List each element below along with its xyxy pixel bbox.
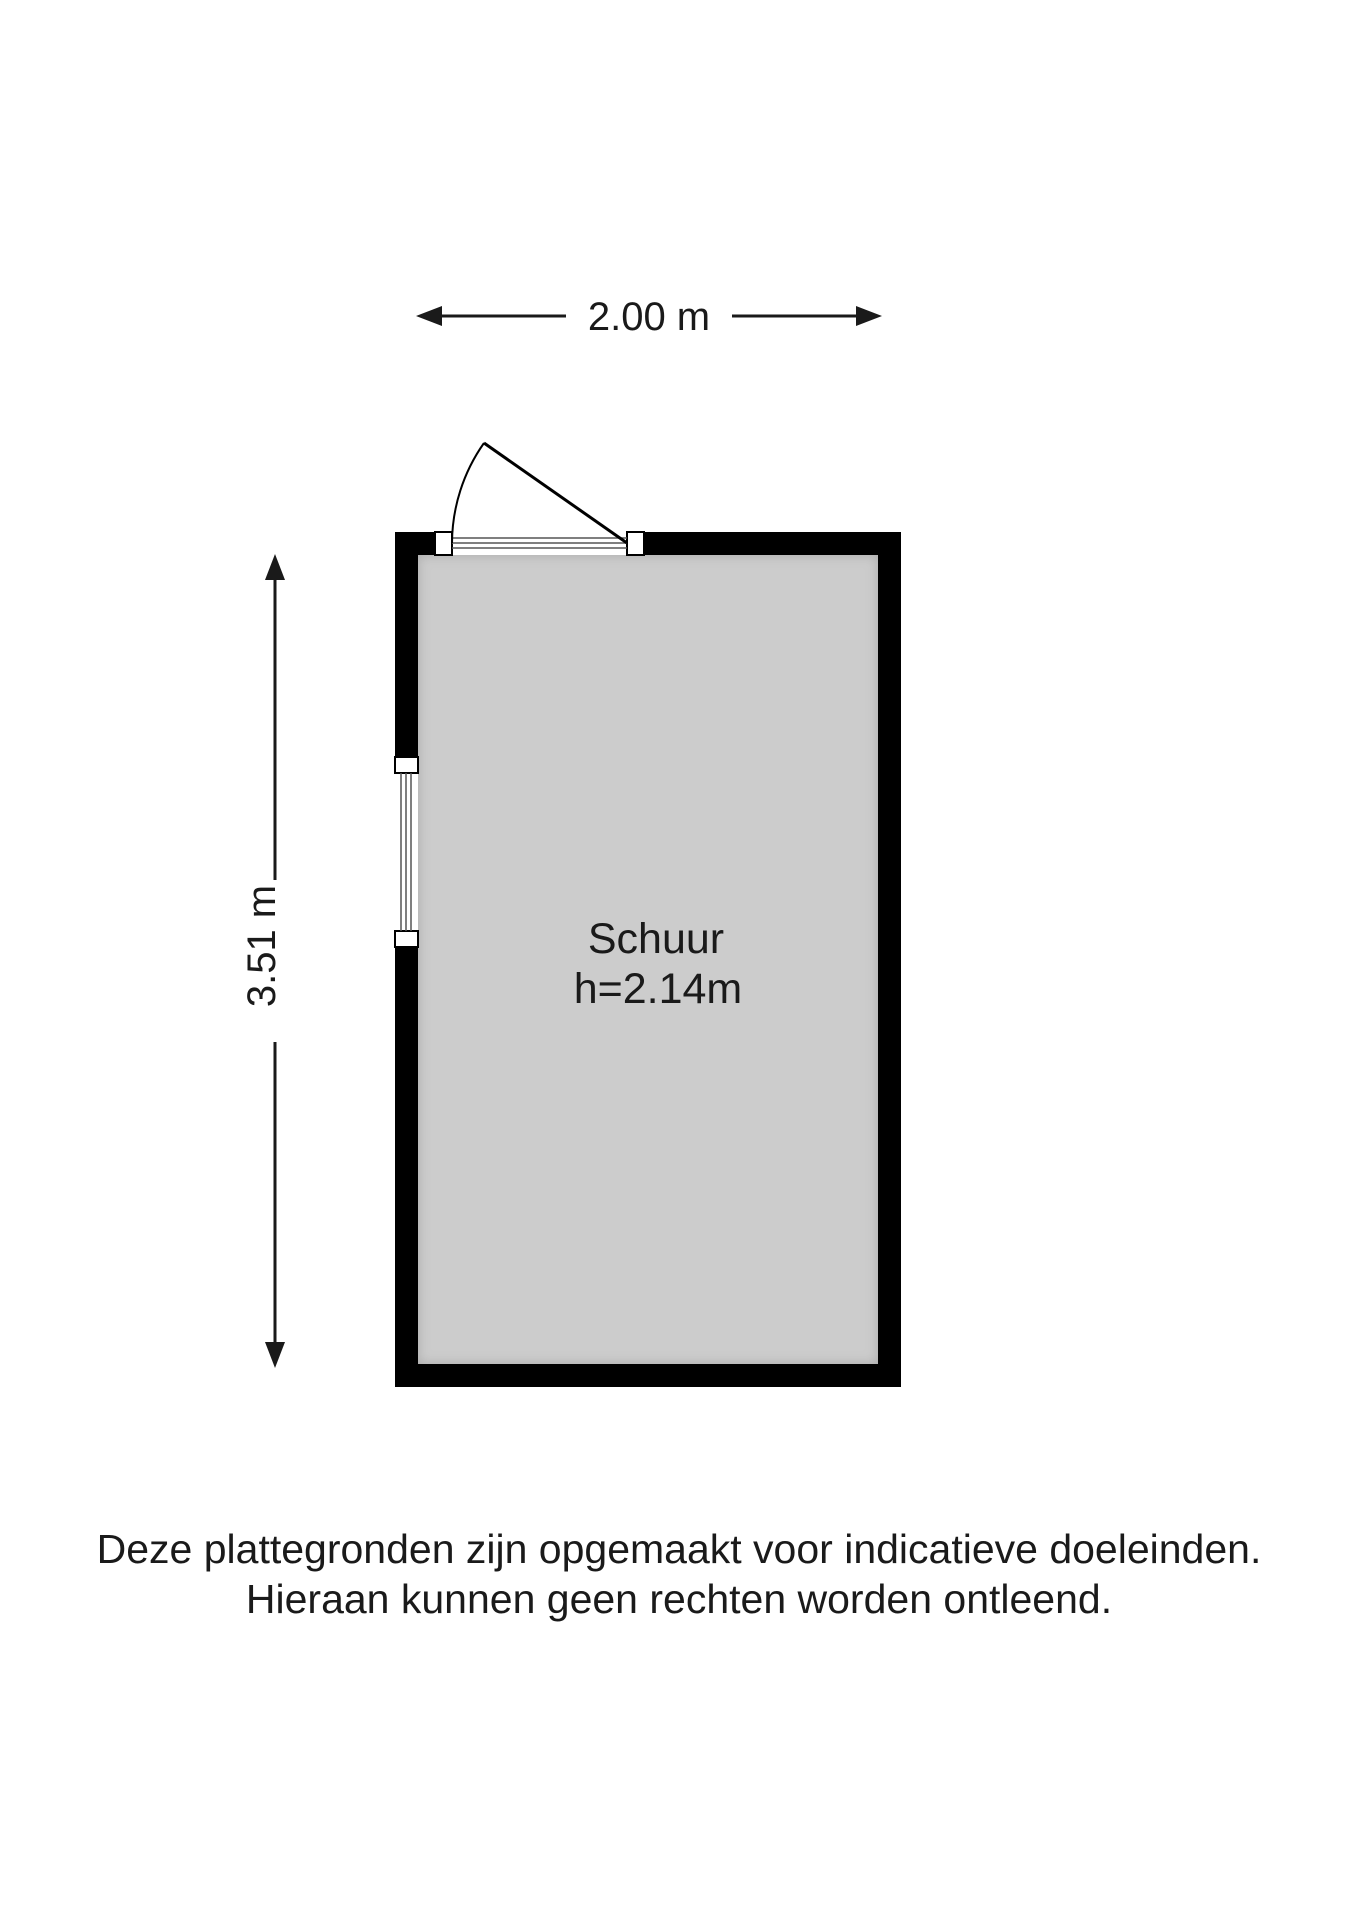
door-jamb-right	[627, 532, 644, 555]
disclaimer	[0, 1524, 1358, 1624]
disclaimer-line-2: Hieraan kunnen geen rechten worden ontleend.	[245, 1576, 1113, 1622]
door-jamb-left	[435, 532, 452, 555]
arrow-down-icon	[265, 1342, 285, 1368]
width-dimension-label: 2.00 m	[587, 295, 711, 339]
door	[435, 443, 644, 555]
window-jamb-top	[395, 757, 418, 773]
arrow-left-icon	[416, 306, 442, 326]
width-dimension	[416, 295, 882, 339]
arrow-up-icon	[265, 554, 285, 580]
arrow-right-icon	[856, 306, 882, 326]
room-height: h=2.14m	[573, 965, 743, 1013]
window-jamb-bottom	[395, 931, 418, 947]
door-swing-arc	[452, 443, 484, 543]
door-leaf	[484, 443, 627, 543]
height-dimension	[240, 554, 285, 1368]
room-name: Schuur	[587, 915, 725, 963]
height-dimension-label: 3.51 m	[240, 884, 284, 1008]
disclaimer-line-1: Deze plattegronden zijn opgemaakt voor indicatieve doeleinden.	[96, 1526, 1262, 1572]
window	[395, 757, 418, 947]
room-schuur	[395, 443, 901, 1387]
